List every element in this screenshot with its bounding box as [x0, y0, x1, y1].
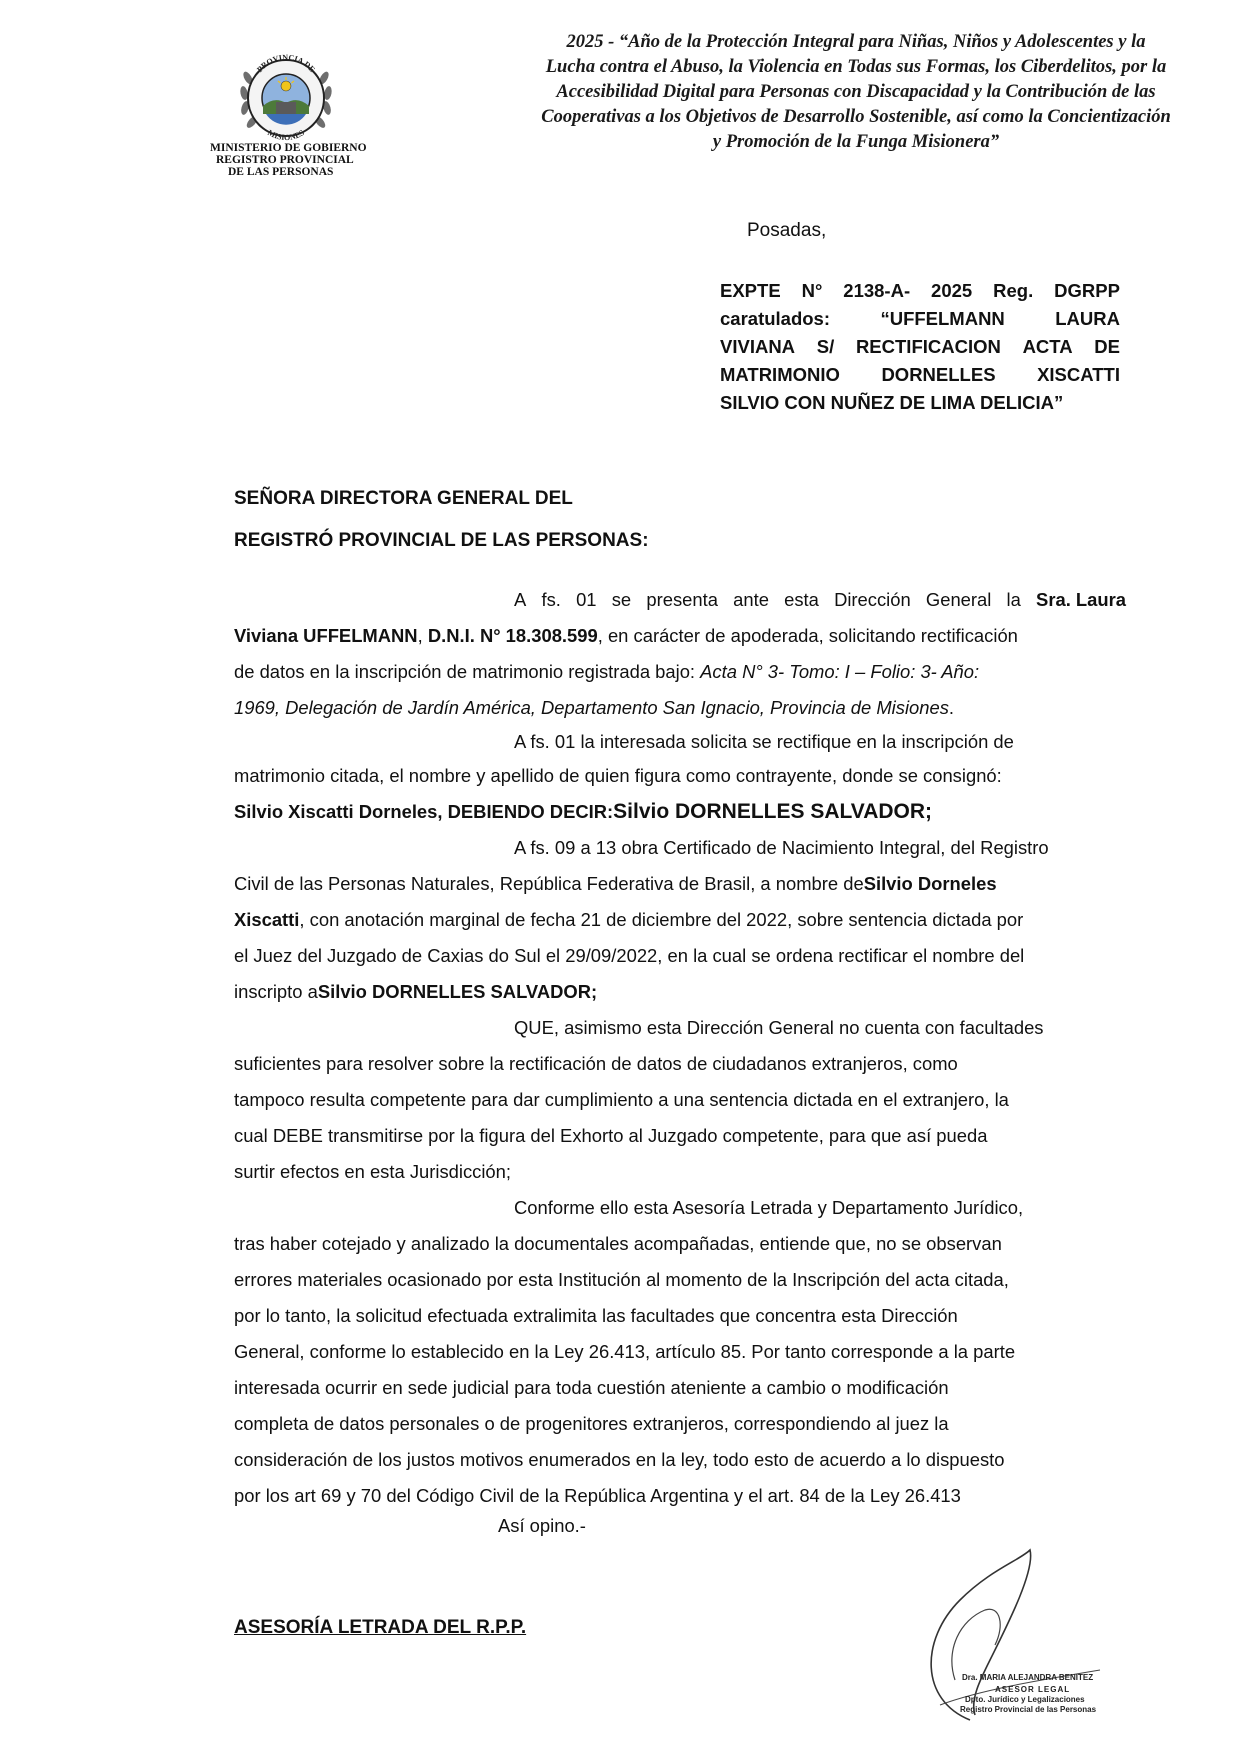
- motto-line: 2025 - “Año de la Protección Integral para Niñas, Niños y Adolescentes y la: [566, 32, 1146, 52]
- closing-phrase: Así opino.-: [498, 1515, 586, 1536]
- svg-text:MISIONES: MISIONES: [266, 128, 306, 143]
- paragraph-line: por los art 69 y 70 del Código Civil de la República Argentina y el art. 84 de la Ley 26.413: [234, 1485, 961, 1506]
- paragraph-line: A fs. 01 se presenta ante esta Dirección General la Sra. Laura: [514, 589, 1126, 610]
- place-date: Posadas,: [747, 220, 827, 241]
- motto-line: Lucha contra el Abuso, la Violencia en Todas sus Formas, los Ciberdelitos, por la: [545, 57, 1167, 77]
- motto-line: Accesibilidad Digital para Personas con Discapacidad y la Contribución de las: [556, 82, 1156, 102]
- ministry-block: [210, 142, 410, 178]
- signature-label: ASESORÍA LETRADA DEL R.P.P.: [234, 1617, 527, 1638]
- ministry-line: REGISTRO PROVINCIAL: [216, 154, 354, 166]
- ministry-line: DE LAS PERSONAS: [228, 166, 334, 178]
- ministry-line: MINISTERIO DE GOBIERNO: [210, 142, 367, 154]
- expediente-line: caratulados: “UFFELMANN LAURA: [720, 308, 1120, 329]
- svg-text:Registro Provincial de las Per: Registro Provincial de las Personas: [960, 1705, 1097, 1714]
- paragraph-line: consideración de los justos motivos enumerados en la ley, todo esto de acuerdo a lo dispuesto: [234, 1449, 1005, 1470]
- paragraph-line: Conforme ello esta Asesoría Letrada y Departamento Jurídico,: [514, 1197, 1024, 1218]
- svg-text:ASESOR LEGAL: ASESOR LEGAL: [995, 1685, 1071, 1694]
- paragraph-line: 1969, Delegación de Jardín América, Departamento San Ignacio, Provincia de Misiones .: [234, 697, 955, 718]
- paragraph-line: cual DEBE transmitirse por la figura del Exhorto al Juzgado competente, para que así pueda: [234, 1125, 988, 1146]
- paragraph-line: QUE, asimismo esta Dirección General no cuenta con facultades: [514, 1017, 1044, 1038]
- expediente-caption: [720, 277, 1120, 417]
- year-motto: [500, 30, 1212, 155]
- paragraph-line: A fs. 09 a 13 obra Certificado de Nacimiento Integral, del Registro: [514, 837, 1049, 858]
- svg-text:PROVINCIA DE: PROVINCIA DE: [255, 52, 317, 74]
- paragraph-line: A fs. 01 la interesada solicita se rectifique en la inscripción de: [514, 731, 1014, 752]
- paragraph-line: completa de datos personales o de progenitores extranjeros, correspondiendo al juez la: [234, 1413, 949, 1434]
- document-body: [234, 582, 1126, 1514]
- motto-line: Cooperativas a los Objetivos de Desarrollo Sostenible, así como la Concientización: [541, 107, 1171, 127]
- addressee-line: SEÑORA DIRECTORA GENERAL DEL: [234, 488, 573, 509]
- expediente-line: MATRIMONIO DORNELLES XISCATTI: [720, 364, 1120, 385]
- paragraph-line: interesada ocurrir en sede judicial para toda cuestión ateniente a cambio o modificación: [234, 1377, 949, 1398]
- paragraph-line: por lo tanto, la solicitud efectuada extralimita las facultades que concentra esta Dirección: [234, 1305, 958, 1326]
- svg-text:Dra. MARIA ALEJANDRA BENITEZ: Dra. MARIA ALEJANDRA BENITEZ: [962, 1673, 1094, 1682]
- provincial-seal-icon: [238, 48, 334, 146]
- svg-text:Dpto. Jurídico y Legalizacione: Dpto. Jurídico y Legalizaciones: [965, 1695, 1085, 1704]
- paragraph-line: Viviana UFFELMANN, D.N.I. N° 18.308.599, en carácter de apoderada, solicitando rectificación: [234, 625, 1018, 646]
- paragraph-line: tras haber cotejado y analizado la documentales acompañadas, entiende que, no se observan: [234, 1233, 1002, 1254]
- addressee: [234, 478, 649, 562]
- addressee-line: REGISTRÓ PROVINCIAL DE LAS PERSONAS:: [234, 530, 649, 551]
- paragraph-line: tampoco resulta competente para dar cumplimiento a una sentencia dictada en el extranjero, la: [234, 1089, 1009, 1110]
- paragraph-line: errores materiales ocasionado por esta Institución al momento de la Inscripción del acta citada,: [234, 1269, 1009, 1290]
- paragraph-line: inscripto a Silvio DORNELLES SALVADOR;: [234, 981, 598, 1002]
- paragraph-line: Civil de las Personas Naturales, República Federativa de Brasil, a nombre de Silvio Dorneles: [234, 873, 997, 894]
- paragraph-line: matrimonio citada, el nombre y apellido de quien figura como contrayente, donde se consignó:: [234, 765, 1002, 786]
- paragraph-line: de datos en la inscripción de matrimonio registrada bajo: Acta N° 3- Tomo: I – Folio: 3- Año:: [234, 661, 980, 682]
- motto-line: y Promoción de la Funga Misionera”: [712, 132, 1000, 152]
- paragraph-line: surtir efectos en esta Jurisdicción;: [234, 1161, 511, 1182]
- paragraph-line: General, conforme lo establecido en la Ley 26.413, artículo 85. Por tanto corresponde a la parte: [234, 1341, 1016, 1362]
- expediente-line: SILVIO CON NUÑEZ DE LIMA DELICIA”: [720, 392, 1064, 413]
- signature-stamp-icon: [900, 1530, 1200, 1730]
- paragraph-line: Silvio Xiscatti Dorneles, DEBIENDO DECIR: Silvio DORNELLES SALVADOR;: [234, 800, 933, 823]
- paragraph-line: Xiscatti , con anotación marginal de fecha 21 de diciembre del 2022, sobre sentencia dictada por: [234, 909, 1024, 930]
- expediente-line: EXPTE N° 2138-A- 2025 Reg. DGRPP: [720, 280, 1120, 301]
- expediente-line: VIVIANA S/ RECTIFICACION ACTA DE: [720, 336, 1120, 357]
- paragraph-line: suficientes para resolver sobre la rectificación de datos de ciudadanos extranjeros, como: [234, 1053, 958, 1074]
- paragraph-line: el Juez del Juzgado de Caxias do Sul el 29/09/2022, en la cual se ordena rectificar el nombre del: [234, 945, 1025, 966]
